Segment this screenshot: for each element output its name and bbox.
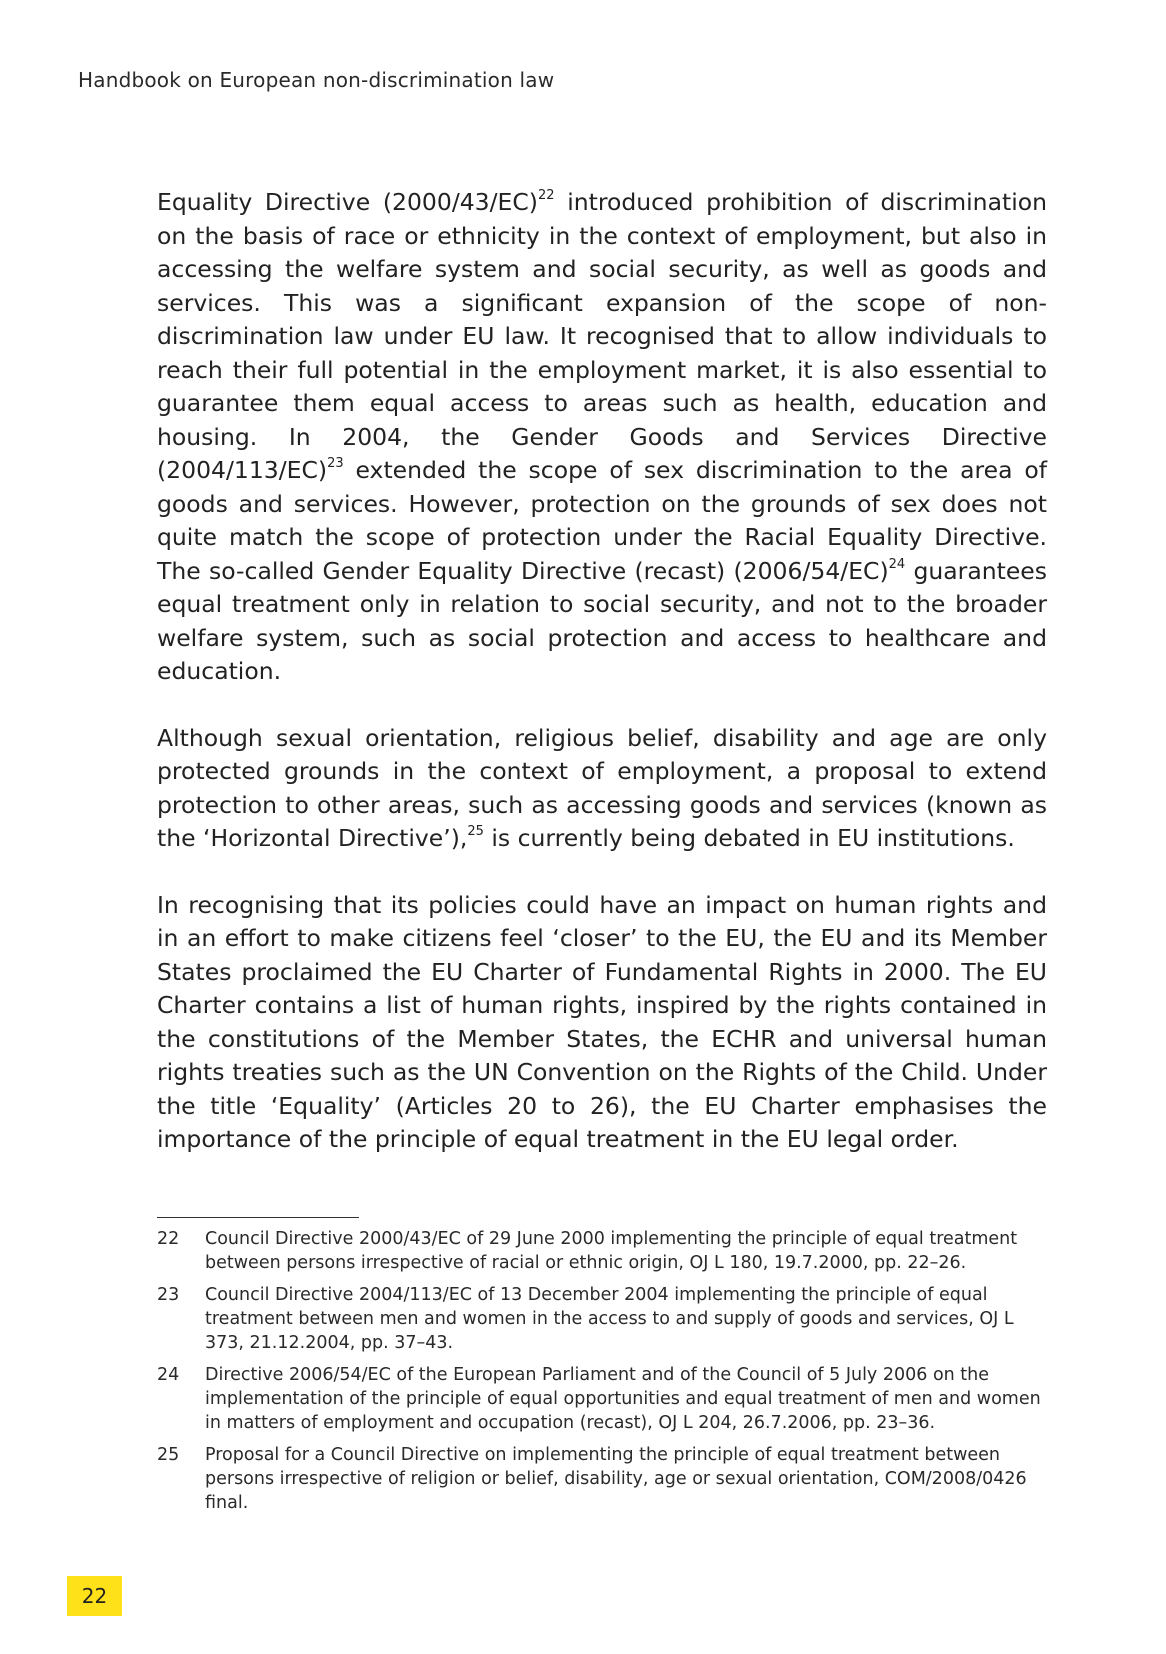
p1-text-b: introduced prohibition of discrimination on the basis of race or ethnicity in the context of employment, but also in accessing the welfare system and social security, as well as goods and services. This was a significant expansion of the scope of non-discrimination law under EU law. It recognised that to allow individuals to reach their full potential in the employment market, it is also essential to guarantee them equal access to areas such as health, education and housing. In 2004, the Gender Goods and Services Directive (2004/113/EC): [157, 188, 1047, 484]
running-header: Handbook on European non-discrimination law: [78, 68, 555, 92]
p1-text-d: guarantees equal treatment only in relation to social security, and not to the broader welfare system, such as social protection and access to healthcare and education.: [157, 556, 1047, 685]
page-number: 22: [67, 1576, 122, 1616]
footnote-text: Council Directive 2004/113/EC of 13 December 2004 implementing the principle of equal treatment between men and women in the access to and supply of goods and services, OJ L 373, 21.12.2004, pp. 37–43.: [205, 1285, 1014, 1353]
footnote-25: [157, 1443, 1057, 1515]
p1-text-c: extended the scope of sex discrimination to the area of goods and services. However, protection on the grounds of sex does not quite match the scope of protection under the Racial Equality Directive. The so-called Gender Equality Directive (recast) (2006/54/EC): [157, 456, 1047, 585]
footnote-text: Proposal for a Council Directive on implementing the principle of equal treatment between persons irrespective of religion or belief, disability, age or sexual orientation, COM/2008/0426 final.: [205, 1445, 1027, 1513]
footnote-number: 24: [157, 1365, 180, 1385]
footnote-text: Directive 2006/54/EC of the European Parliament and of the Council of 5 July 2006 on the implementation of the principle of equal opportunities and equal treatment of men and women in matters of employment and occupation (recast), OJ L 204, 26.7.2006, pp. 23–36.: [205, 1365, 1041, 1433]
footnote-ref-22: 22: [537, 188, 555, 204]
p2-text-a: Although sexual orientation, religious belief, disability and age are only protected grounds in the context of employment, a proposal to extend protection to other areas, such as accessing goods and services (known as the ‘Horizontal Directive’),: [157, 723, 1047, 852]
footnote-divider: [157, 1217, 359, 1218]
footnote-ref-24: 24: [888, 556, 906, 572]
p2-text-b: is currently being debated in EU institutions.: [483, 824, 1015, 852]
footnote-22: [157, 1227, 1057, 1275]
footnote-number: 22: [157, 1229, 180, 1249]
footnotes: [157, 1227, 1057, 1523]
footnote-ref-23: 23: [327, 456, 344, 472]
footnote-number: 23: [157, 1285, 180, 1305]
paragraph-2: [157, 722, 1047, 856]
footnote-number: 25: [157, 1445, 180, 1465]
body-text: [157, 186, 1047, 1190]
footnote-23: [157, 1283, 1057, 1355]
paragraph-1: [157, 186, 1047, 689]
paragraph-3: In recognising that its policies could have an impact on human rights and in an effort to make citizens feel ‘closer’ to the EU, the EU and its Member States proclaimed the EU Charter of Fundamental Rights in 2000. The EU Charter contains a list of human rights, inspired by the rights contained in the constitutions of the Member States, the ECHR and universal human rights treaties such as the UN Convention on the Rights of the Child. Under the title ‘Equality’ (Articles 20 to 26), the EU Charter emphasises the importance of the principle of equal treatment in the EU legal order.: [157, 890, 1047, 1153]
footnote-text: Council Directive 2000/43/EC of 29 June 2000 implementing the principle of equal treatment between persons irrespective of racial or ethnic origin, OJ L 180, 19.7.2000, pp. 22–26.: [205, 1229, 1018, 1273]
footnote-ref-25: 25: [467, 824, 484, 840]
p1-text-a: Equality Directive (2000/43/EC): [157, 188, 538, 216]
footnote-24: [157, 1363, 1057, 1435]
